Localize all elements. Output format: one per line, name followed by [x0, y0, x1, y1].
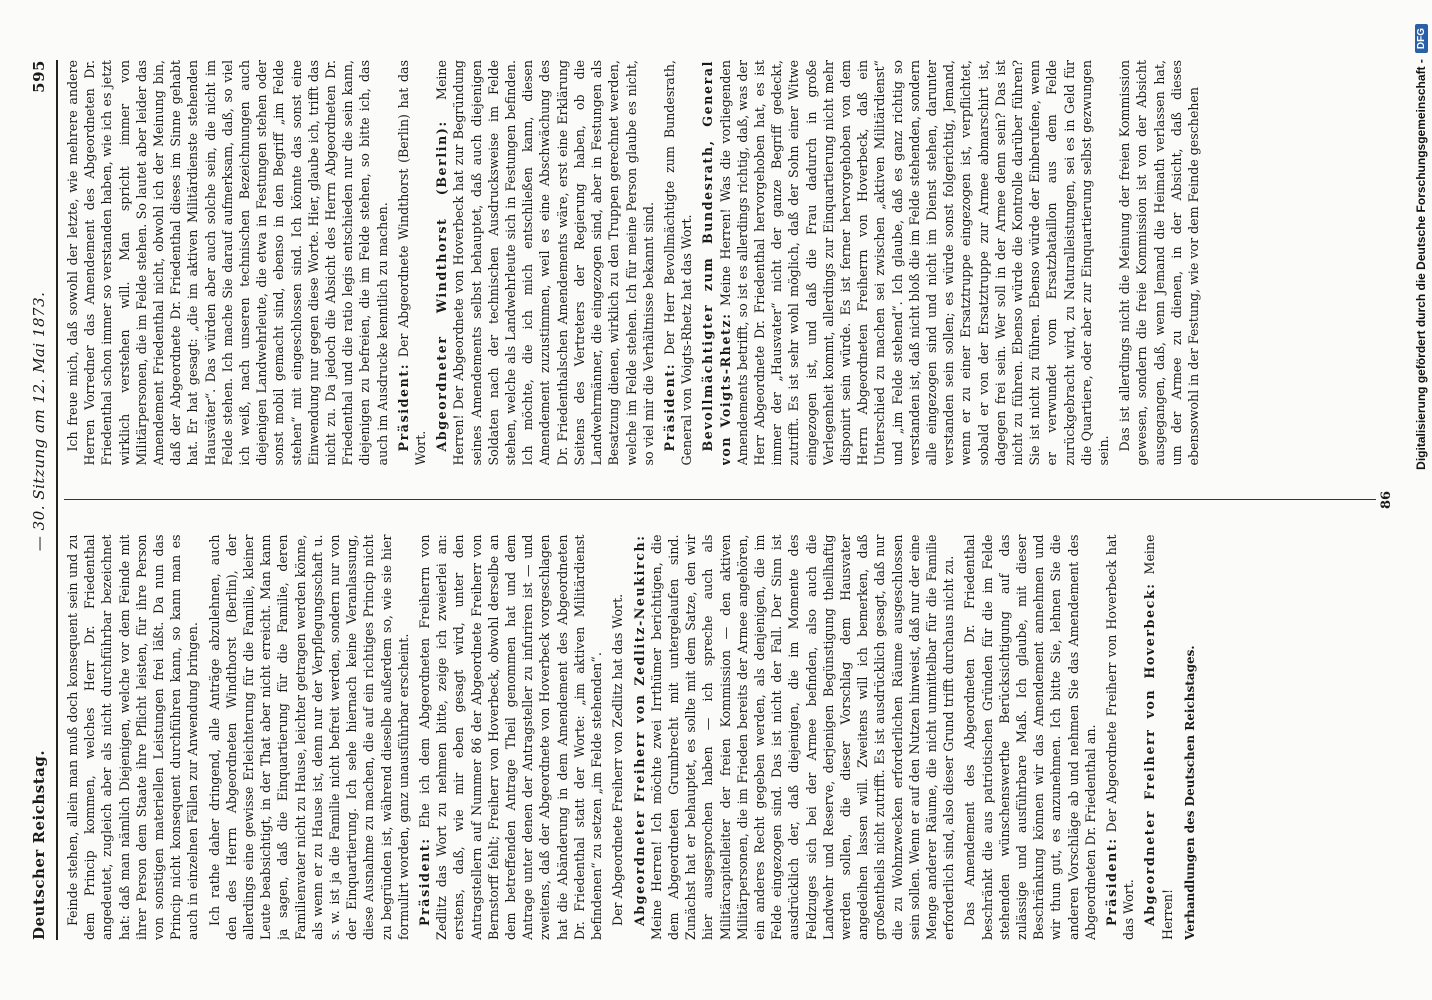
speech-paragraph: [1103, 535, 1137, 941]
dfg-stamp: [1410, 0, 1432, 1000]
speech-text: Der Abgeordnete Windthorst (Berlin) hat das Wort.: [395, 60, 429, 466]
header-page-number: 595: [30, 60, 48, 93]
speech-text: Der Herr Bevollmächtigte zum Bundesrath, General von Voigts-Rhetz hat das Wort.: [661, 60, 695, 466]
speech-paragraph: [395, 60, 429, 466]
speech-text: Meine Herren! Ich möchte zwei Irrthümer berichtigen, die dem Abgeordneten Grumbrecht mit untergelaufen sind. Zunächst hat er behauptet, es sollte mit dem Satze, den wir hier ausgesprochen haben — ich spreche auch als Militärcapitelleiter der freien Kommission — den aktiven Militärpersonen, die im Frieden bereits der Armee angehören, ein anderes Recht gegeben werden, als denjenigen, die im Felde eingezogen sind. Das ist nicht der Fall. Der Sinn ist ausdrücklich der, daß diejenigen, die im Momente des Feldzuges sich bei der Armee befinden, also auch die Landwehr und Reserve, derjenigen Begünstigung theilhaftig werden sollen, die dieser Vorschlag dem Hausvater angedeihen lassen will. Zweitens will ich bemerken, daß großentheils nicht zutrifft. Es ist ausdrücklich gesagt, daß nur die zu Wohnzwecken erforderlichen Räume ausgeschlossen sein sollen. Wenn er auf den Nutzen hinweist, daß nur der eine Menge anderer Räume, die nicht unmittelbar für die Familie erforderlich sind, also dieser Grund trifft durchaus nicht zu.: [648, 534, 957, 940]
right-column: [64, 60, 1376, 466]
header-title: Deutscher Reichstag.: [30, 749, 48, 940]
paragraph: Ich freue mich, daß sowohl der letzte, wie mehrere andere Herren Vorredner das Amendement des Abgeordneten Dr. Friedenthal schon immer so verstanden haben, wie ich es jetzt wirklich verstehen will. Man spricht immer von Militärpersonen, die im Felde stehen. So lautet aber leider das Amendement Friedenthal nicht, obwohl ich der Meinung bin, daß der Abgeordnete Dr. Friedenthal dieses im Sinne gehabt hat. Er hat gesagt: „die im aktiven Militärdienste stehenden Hausväter“. Das würden aber auch solche sein, die nicht im Felde stehen. Ich mache Sie darauf aufmerksam, daß, so viel ich weiß, nach unseren technischen Bezeichnungen auch diejenigen Landwehrleute, die etwa in Festungen stehen oder sonst mobil gemacht sind, ebenso in den Begriff „im Felde stehen“ mit eingeschlossen sind. Ich könnte das sonst eine Einwendung nur gegen diese Worte. Hier, glaube ich, trifft das nicht zu. Da jedoch die Absicht des Herrn Abgeordneten Dr. Friedenthal und die ratio legis entschieden nur die sein kann, diejenigen zu befreien, die im Felde stehen, so bitte ich, das auch im Ausdrucke kenntlich zu machen.: [65, 60, 390, 466]
paragraph: Der Abgeordnete Freiherr von Zedlitz hat das Wort.: [610, 593, 626, 926]
speech-paragraph: [699, 60, 1112, 466]
dfg-logo: DFG: [1415, 24, 1428, 53]
text-columns: [64, 60, 1376, 940]
paragraph: Das Amendement des Abgeordneten Dr. Friedenthal beschränkt die aus patriotischen Gründen für die im Felde stehenden wünschenswerthe Berücksichtigung auf das zulässige und ausführbare Maß. Ich glaube, mit dieser Beschränkung können wir das Amendement annehmen und wir thun gut, es anzunehmen. Ich bitte Sie, lehnen Sie die anderen Vorschläge ab und nehmen Sie das Amendement des Abgeordneten Dr. Friedenthal an.: [962, 534, 1098, 940]
speaker-name: Präsident:: [661, 362, 677, 452]
speech-paragraph: [1141, 535, 1175, 941]
speech-text: Ehe ich dem Abgeordneten Freiherrn von Zedlitz das Wort zu nehmen bitte, zeige ich zweierlei an: erstens, daß, wie mir eben gesagt wird, unter den Antragstellern auf Nummer 86 der Abgeordnete Freiherr von Bernstorff fehlt; Freiherr von Hoverbeck, obwohl derselbe an dem betreffenden Antrage Theil genommen hat und dem Antrage unter denen der Antragsteller zu infuriren ist — und zweitens, daß der Abgeordnete von Hoverbeck vorgeschlagen hat die Abänderung in dem Amendement des Abgeordneten Dr. Friedenthal statt der Worte: „im aktiven Militärdienst befindenen“ zu setzen „im Felde stehenden“.: [417, 534, 605, 940]
speech-text: Der Abgeordnete Freiherr von Hoverbeck hat das Wort.: [1103, 534, 1137, 940]
signature-mark: 86: [1379, 490, 1394, 510]
speaker-name: Präsident:: [417, 837, 433, 926]
speaker-name: Präsident:: [1103, 837, 1119, 926]
left-column: [64, 535, 1376, 941]
speaker-name: Abgeordneter Windthorst (Berlin):: [434, 120, 450, 452]
speech-text: Meine Herren! Was die vorliegenden Amendements betrifft, so ist es allerdings richtig, daß, was der Herr Abgeordnete Dr. Friedenthal hervorgehoben hat, es ist immer der „Hausvater“ nicht der ganze Begriff gedeckt, zutrifft. Es ist sehr wohl möglich, daß der Sohn einer Witwe eingezogen ist, und daß die Frau dadurch in große Verlegenheit kommt, allerdings zur Einquartierung nicht mehr disponirt sein würde. Es ist ferner hervorgehoben von dem Herrn Abgeordneten Freiherrn von Hoverbeck, daß ein Unterschied zu machen sei zwischen „aktiven Militärdienst“ und „im Felde stehend“. Ich glaube, daß es ganz richtig so verstanden ist, daß nicht bloß die im Felde stehenden, sondern alle eingezogen sind und nicht im Dienst stehen, darunter verstanden sein sollen; es würde sonst folgerichtig, Jemand, wenn er zu einer Ersatztruppe eingezogen ist, verpflichtet, sobald er von der Ersatztruppe zur Armee abmarschirt ist, dagegen frei sein. Wer soll in der Armee denn sein? Das ist nicht zu führen. Ebenso würde die Kontrolle darüber führen? Sie ist nicht zu führen. Ebenso würde der Einberufene, wenn er verwundet vom Ersatzbataillon aus dem Felde zurückgebracht wird, zu Naturalleistungen, sei es in Geld für die Quartiere, oder aber zur Einquartierung selbst gezwungen sein.: [717, 60, 1111, 466]
header-session-date: Sitzung am 12. Mai 1873.: [30, 291, 48, 500]
paragraph: Feinde stehen, allein man muß doch konsequent sein und zu dem Princip kommen, welches Herr Dr. Friedenthal angedeutet, zugleich aber als nicht durchführbar bezeichnet hat: daß man nämlich Diejenigen, welche vor dem Feinde mit ihrer Person dem Staate ihre Pflicht leisten, für ihre Person von sonstigen materiellen Leistungen frei läßt. Da nun das Princip nicht konsequent durchführen kann, so kann man es auch in einzelnen Fällen zur Anwendung bringen.: [65, 534, 201, 940]
speaker-name: Abgeordneter Freiherr von Hoverbeck:: [1142, 582, 1158, 926]
dfg-stamp-text: Digitalisierung gefördert durch die Deutsche Forschungsgemeinschaft -: [1414, 59, 1428, 470]
speech-paragraph: [661, 60, 695, 466]
speech-text: Meine Herren!: [1142, 534, 1175, 940]
speech-paragraph: [433, 60, 657, 466]
header-session: [30, 292, 48, 551]
header-separator: — 30.: [30, 504, 48, 552]
rotated-page-content: [16, 20, 1416, 980]
speaker-name: Präsident:: [395, 362, 411, 452]
speech-text: Meine Herren! Der Abgeordnete von Hoverbeck hat zur Begründung seines Amendements selbst behauptet, daß auch diejenigen Soldaten nach der technischen Ausdrucksweise im Felde stehen, welche als Landwehrleute sich in Festungen befinden. Ich möchte, die ich mich entschließen kann, diesen Amendement zuzustimmen, weil es eine Abschwächung des Dr. Friedenthalschen Amendements wäre, erst eine Erklärung Seitens des Vertreters der Regierung haben, ob die Landwehrmänner, die eingezogen sind, aber in Festungen als Besatzung dienen, wirklich zu den Truppen gerechnet werden, welche im Felde stehen. Ich für meine Person glaube es nicht, so viel mir die Verhältnisse bekannt sind.: [434, 60, 656, 466]
column-footer-note: Verhandlungen des Deutschen Reichstages.: [1182, 645, 1197, 940]
speech-paragraph: [416, 535, 605, 941]
paragraph: Das ist allerdings nicht die Meinung der freien Kommission gewesen, sondern die freie Kommission ist von der Absicht ausgegangen, daß, wenn Jemand die Heimath verlassen hat, um der Armee zu dienen, in der Absicht, daß dieses ebensowohl in der Festung, wie vor dem Feinde geschehen: [1117, 60, 1201, 466]
page-header: [22, 60, 58, 940]
column-divider: [64, 500, 1376, 501]
speaker-name: Bevollmächtigter zum Bundesrath, General von Voigts-Rhetz:: [700, 60, 733, 466]
speaker-name: Abgeordneter Freiherr von Zedlitz-Neukirch:: [631, 534, 647, 926]
speech-paragraph: [631, 535, 958, 941]
paragraph: Ich rathe daher dringend, alle Anträge abzulehnen, auch den des Herrn Abgeordneten Windthorst (Berlin), der allerdings eine gewisse Erleichterung für die Familie, kleiner Leute beabsichtigt, in der That aber nicht erreicht. Man kann ja sagen, daß die Einquartierung für die Familie, deren Familienvater nicht zu Hause, leichter getragen werden könne, als wenn er zu Hause ist, denn nur der Verpflegungsschaft u. s. w. ist ja die Familie nicht befreit werden, sondern nur von der Einquartierung. Ich sehe hiernach keine Veranlassung, diese Ausnahme zu machen, die auf ein richtiges Princip nicht zu begründen ist, während dieselbe außerdem so, wie sie hier formulirt worden, ganz unausführbar erscheint.: [206, 534, 411, 940]
